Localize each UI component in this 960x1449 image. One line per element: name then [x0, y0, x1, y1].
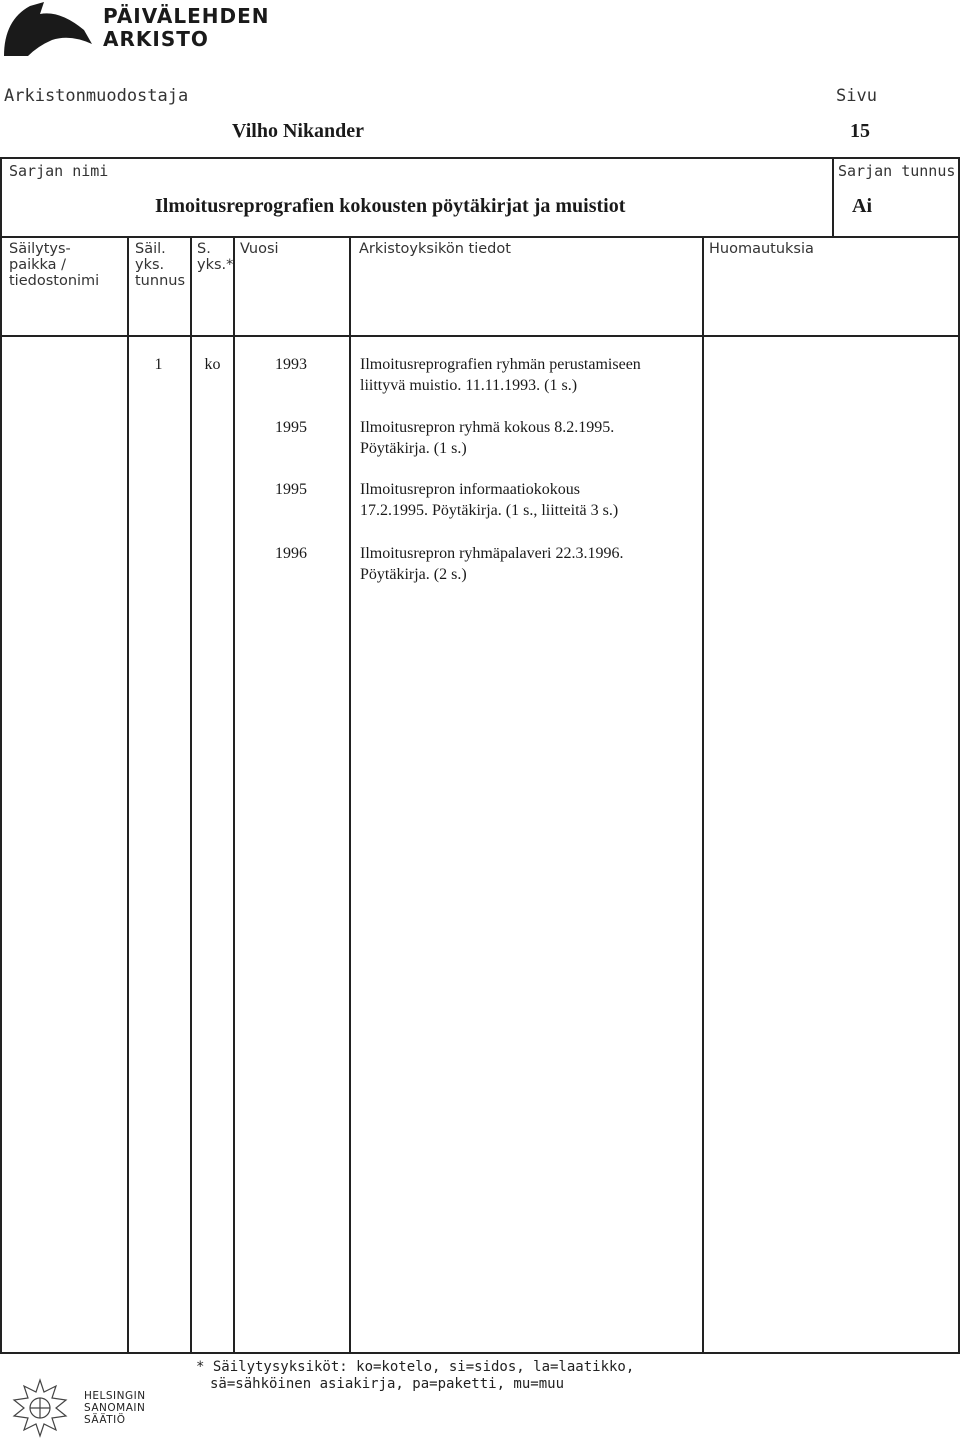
page-number: 15 [850, 120, 870, 142]
table-row [0, 417, 960, 461]
year-cell: 1995 [275, 419, 307, 436]
unit-id-cell: 1 [154, 356, 163, 373]
year-cell: 1993 [275, 356, 307, 373]
year-cell: 1995 [275, 481, 307, 498]
creator-name: Vilho Nikander [232, 120, 365, 142]
series-id: Ai [852, 195, 872, 217]
column-header-notes: Huomautuksia [709, 241, 814, 257]
table-row [0, 543, 960, 587]
column-header-unit-type: S. yks.* [197, 241, 234, 273]
series-name-label: Sarjan nimi [9, 162, 109, 180]
info-cell: Ilmoitusrepron ryhmäpalaveri 22.3.1996. Pöytäkirja. (2 s.) [360, 545, 624, 583]
footer-note: * Säilytysyksiköt: ko=kotelo, si=sidos, la=laatikko, sä=sähköinen asiakirja, pa=paketti, mu=muu [196, 1359, 635, 1392]
unit-type-cell: ko [204, 356, 221, 373]
helsingin-sanomain-saatio-logo [8, 1374, 158, 1444]
bird-logo-icon [0, 0, 96, 58]
column-header-unit-id: Säil. yks. tunnus [135, 241, 185, 289]
column-header-location: Säilytys- paikka / tiedostonimi [9, 241, 100, 289]
foundation-emblem-icon [8, 1376, 72, 1440]
series-name: Ilmoitusreprografien kokousten pöytäkirjat ja muistiot [155, 195, 626, 217]
table-row [0, 354, 960, 398]
column-header-info: Arkistoyksikön tiedot [359, 241, 511, 257]
paivalehden-arkisto-logo [0, 0, 270, 60]
info-cell: Ilmoitusrepron ryhmä kokous 8.2.1995. Pöytäkirja. (1 s.) [360, 419, 615, 457]
series-id-label: Sarjan tunnus [838, 162, 956, 180]
info-cell: Ilmoitusrepron informaatiokokous 17.2.1995. Pöytäkirja. (1 s., liitteitä 3 s.) [360, 481, 619, 519]
creator-label: Arkistonmuodostaja [4, 86, 189, 106]
logo-text-line2: ARKISTO [103, 27, 209, 51]
page-label: Sivu [836, 86, 877, 106]
column-header-year: Vuosi [240, 241, 279, 257]
year-cell: 1996 [275, 545, 307, 562]
table-row [0, 479, 960, 523]
foundation-name: HELSINGIN SANOMAIN SÄÄTIÖ [84, 1390, 146, 1426]
logo-text-line1: PÄIVÄLEHDEN [103, 4, 270, 28]
info-cell: Ilmoitusreprografien ryhmän perustamiseen liittyvä muistio. 11.11.1993. (1 s.) [360, 356, 641, 394]
